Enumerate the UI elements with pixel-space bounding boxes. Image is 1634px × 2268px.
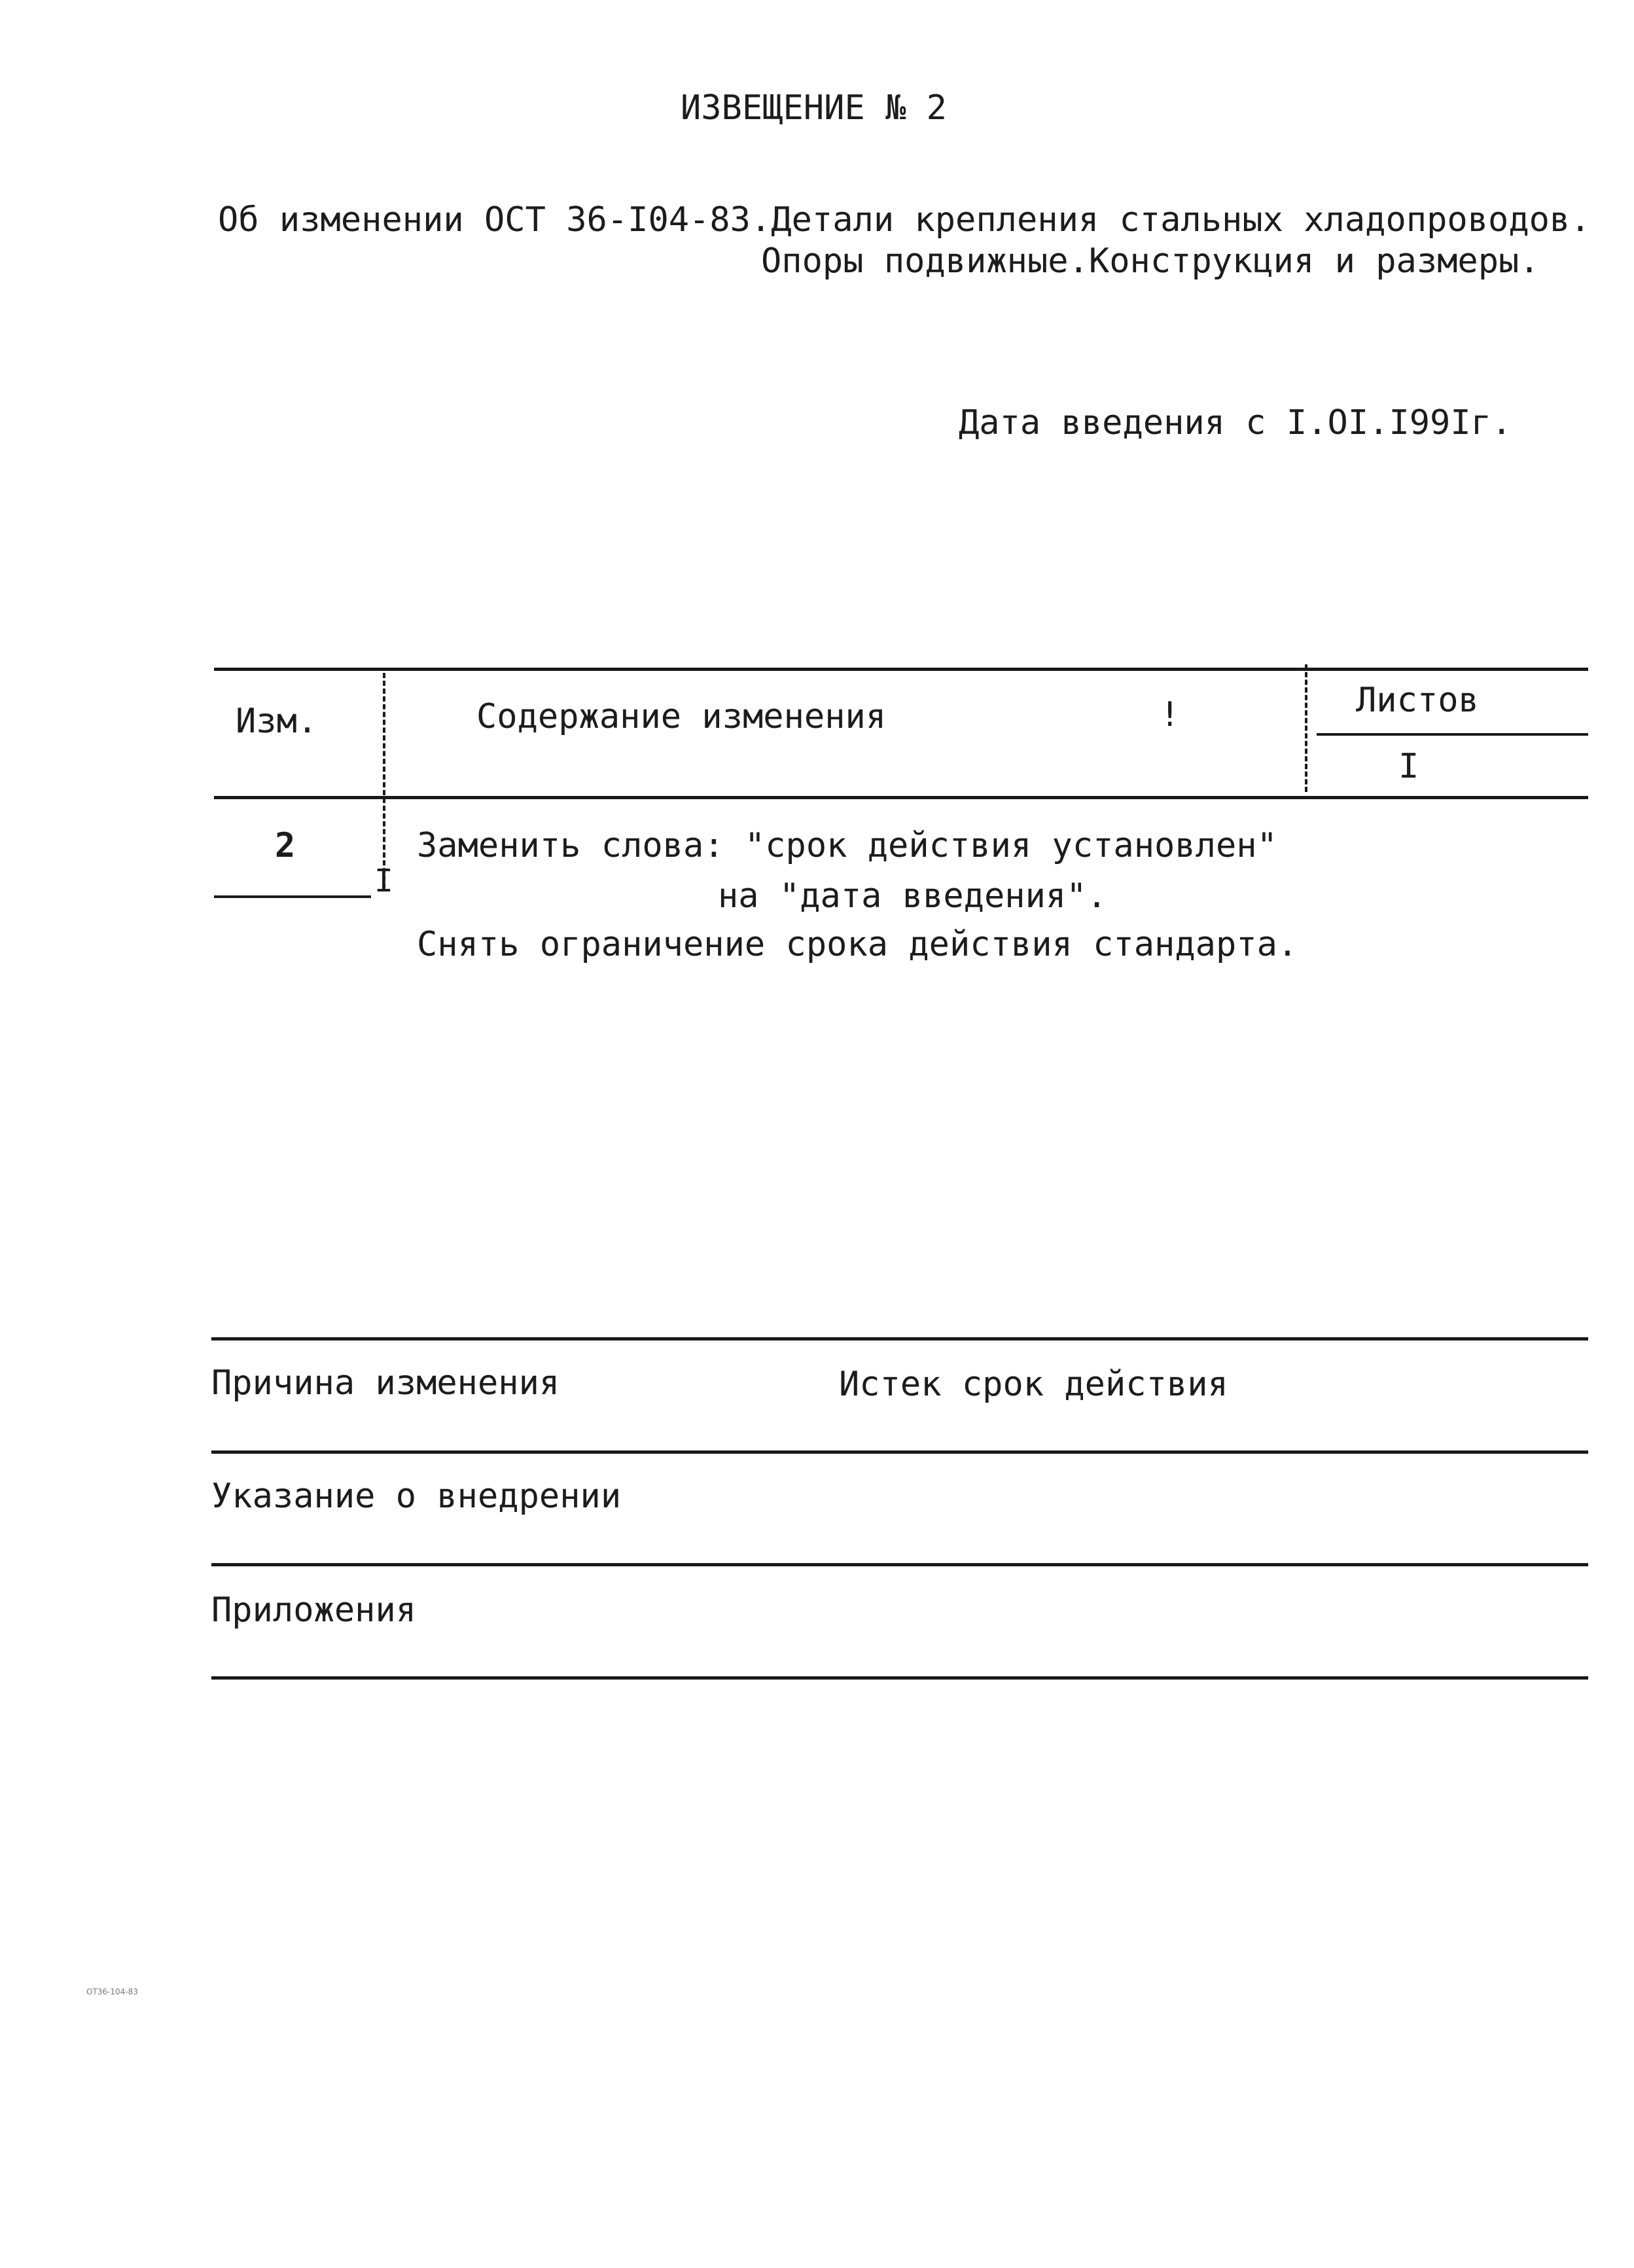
footer-divider-2: [211, 1563, 1588, 1566]
column-divider-change-no: [383, 673, 385, 889]
column-divider-sheets: [1305, 664, 1307, 792]
footer-divider-1: [211, 1450, 1588, 1454]
row-sheet-number: I: [374, 863, 393, 899]
sheets-count: I: [1398, 747, 1419, 786]
reason-value: Истек срок действия: [839, 1365, 1228, 1404]
footer-bottom-border: [211, 1676, 1588, 1680]
table-header-bottom-border: [214, 796, 1588, 799]
header-change-no: Изм.: [236, 702, 318, 741]
appendices-label: Приложения: [211, 1591, 417, 1630]
sheets-header-divider: [1317, 733, 1588, 736]
row-change-no: 2: [275, 826, 296, 865]
subject-line-1: Об изменении ОСТ 36-I04-83.Детали крепления стальных хладопроводов.: [218, 200, 1591, 240]
row-content-line-1: Заменить слова: "срок действия установлен": [417, 826, 1277, 865]
header-sheet-mark: !: [1160, 695, 1181, 734]
reason-label: Причина изменения: [211, 1363, 560, 1403]
margin-note: ОТ36-104-83: [86, 1987, 138, 1996]
subject-line-2: Опоры подвижные.Конструкция и размеры.: [761, 242, 1540, 281]
header-content: Содержание изменения: [476, 697, 887, 736]
row-content-line-2: на "дата введения".: [718, 876, 1107, 916]
implementation-label: Указание о внедрении: [211, 1477, 622, 1516]
footer-top-border: [211, 1337, 1588, 1341]
row-content-line-3: Снять ограничение срока действия стандарта.: [417, 925, 1298, 964]
header-sheets: Листов: [1356, 681, 1479, 720]
table-top-border: [214, 668, 1588, 671]
notice-title: ИЗВЕЩЕНИЕ № 2: [681, 88, 947, 128]
change-no-underline: [214, 895, 371, 898]
effective-date: Дата введения с I.OI.I99Iг.: [959, 403, 1512, 442]
